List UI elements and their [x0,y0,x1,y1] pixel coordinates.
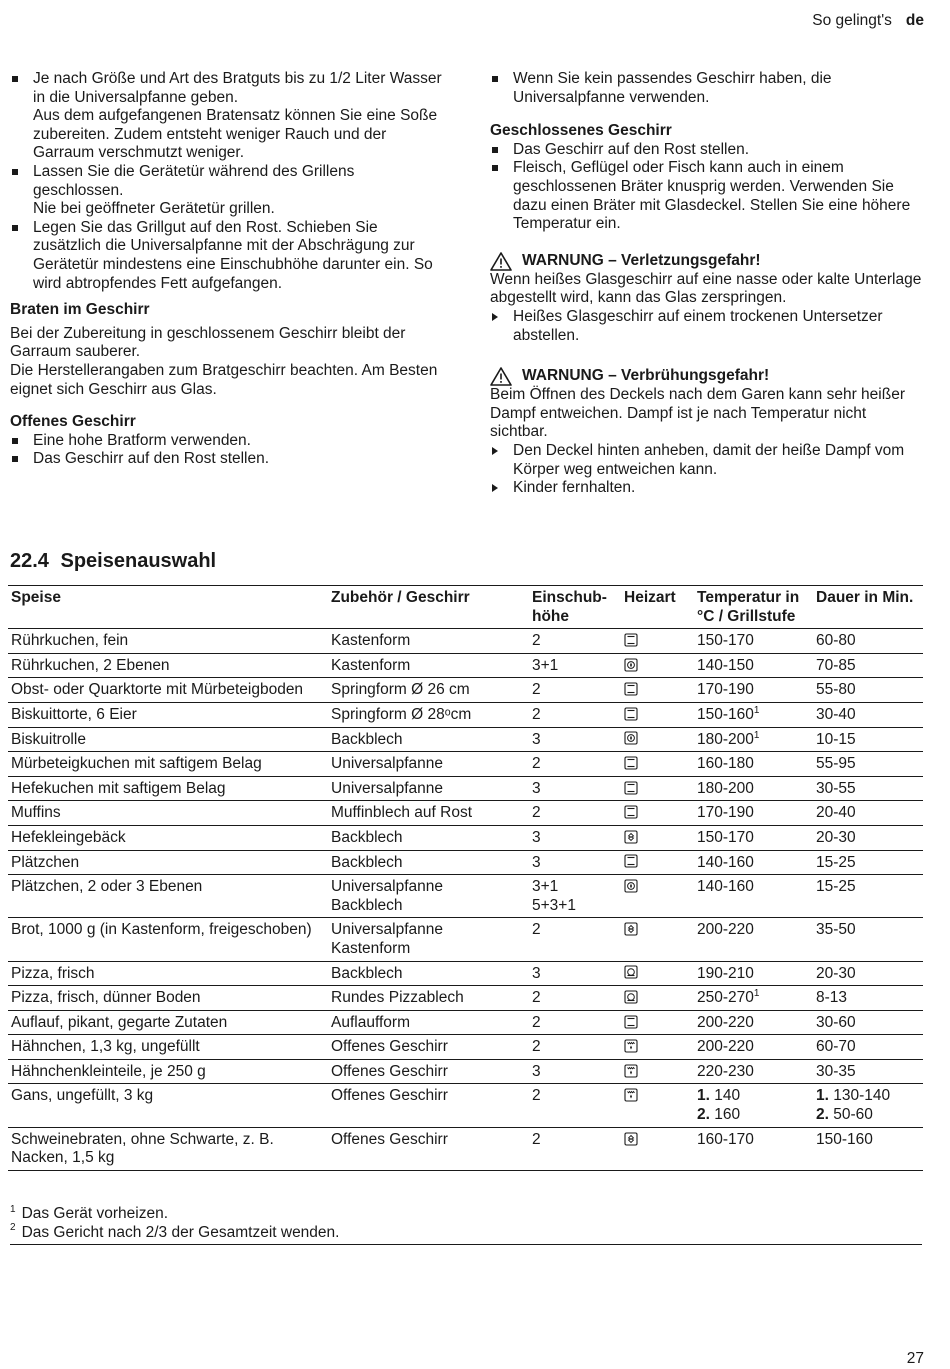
cell-temperatur [694,801,813,826]
list-item [10,432,442,451]
left-column [10,70,442,469]
page-header [812,12,924,31]
cell-temperatur [694,752,813,777]
temp-value: 190-210 [697,964,754,982]
warning-triangle-icon [490,367,512,386]
cell-dauer: 30-35 [813,1059,923,1084]
cell-heizart [621,629,694,654]
warning-triangle-icon [490,252,512,271]
cell-zubehoer-line: Kastenform [331,632,411,650]
header-language: de [905,12,924,29]
cell-speise: Rührkuchen, 2 Ebenen [8,653,328,678]
cell-einschub-line: 3+1 [532,656,559,674]
table-row [8,1127,923,1170]
cell-heizart [621,1084,694,1127]
list-item [490,70,922,107]
table-header-row [8,586,923,629]
cell-einschub [529,702,621,727]
cell-zubehoer-line: Kastenform [331,656,411,674]
cell-temperatur [694,961,813,986]
cell-dauer: 35-50 [813,918,923,961]
table-row [8,850,923,875]
table-row [8,752,923,777]
cell-einschub [529,678,621,703]
warning-text: Wenn heißes Glasgeschirr auf eine nasse oder kalte Unterlage abgestellt wird, kann das Glas zerspringen. [490,270,922,307]
table-row [8,1035,923,1060]
temp-value: 150-170 [697,828,754,846]
cell-temperatur [694,1010,813,1035]
warning-title-text: WARNUNG – Verletzungsgefahr! [522,251,761,269]
table-row [8,1059,923,1084]
cell-zubehoer [328,801,529,826]
footnote-text: Das Gericht nach 2/3 der Gesamtzeit wenden. [21,1223,340,1241]
cell-dauer: 60-70 [813,1035,923,1060]
cell-zubehoer-line: Backblech [331,730,403,748]
hot-air-eco-icon [624,1132,638,1146]
cell-heizart [621,752,694,777]
top-bottom-heat-icon [624,1015,638,1029]
cell-zubehoer [328,629,529,654]
cell-einschub-line: 2 [532,1038,541,1056]
warning-title [490,367,922,386]
cell-temperatur [694,1059,813,1084]
cell-einschub-line: 3 [532,1062,541,1080]
cell-dauer: 8-13 [813,986,923,1011]
heading-geschlossenes-geschirr: Geschlossenes Geschirr [490,122,672,140]
dauer-step [816,1087,920,1106]
warning-injury [490,252,922,345]
cell-speise: Plätzchen, 2 oder 3 Ebenen [8,875,328,918]
cell-einschub [529,653,621,678]
cell-heizart [621,776,694,801]
cell-zubehoer-line: Backblech [331,896,403,914]
cell-einschub [529,1035,621,1060]
cell-speise: Pizza, frisch, dünner Boden [8,986,328,1011]
cell-dauer: 30-60 [813,1010,923,1035]
heading-offenes-geschirr: Offenes Geschirr [10,413,136,431]
cell-einschub [529,1059,621,1084]
temp-step-value: 140 [709,1087,741,1105]
table-row [8,1084,923,1127]
cell-speise: Schweinebraten, ohne Schwarte, z. B. Nacken, 1,5 kg [8,1127,328,1170]
header-section: So gelingt's [812,12,892,29]
cell-temperatur [694,702,813,727]
cell-speise: Auflauf, pikant, gegarte Zutaten [8,1010,328,1035]
table-row [8,653,923,678]
cell-einschub-line: 3 [532,964,541,982]
cell-einschub-line: 3 [532,828,541,846]
table-row [8,918,923,961]
cell-speise: Hefekuchen mit saftigem Belag [8,776,328,801]
cell-zubehoer [328,875,529,918]
list-item [490,479,922,498]
cell-temperatur [694,986,813,1011]
cell-speise: Hefekleingebäck [8,825,328,850]
cell-heizart [621,1127,694,1170]
hot-air-icon [624,731,638,745]
cell-einschub [529,727,621,752]
cell-einschub [529,752,621,777]
cell-dauer: 55-80 [813,678,923,703]
temp-value: 170-190 [697,681,754,699]
list-item-text: Je nach Größe und Art des Bratguts bis zu 1/2 Liter Wasser in die Universalpfanne geben. [33,70,442,106]
list-item [10,70,442,163]
cell-zubehoer-line: Backblech [331,964,403,982]
cell-zubehoer [328,850,529,875]
table-row [8,629,923,654]
list-item-text: Legen Sie das Grillgut auf den Rost. Schieben Sie zusätzlich die Universalpfanne mit der Abschrägung zur Gerätetür mindestens eine Einschubhöhe darunter ein. So wird abtropfendes Fett aufgefangen. [33,218,433,292]
circulated-air-grill-icon [624,1088,638,1102]
temp-value: 140-150 [697,656,754,674]
cell-zubehoer [328,702,529,727]
list-item-text: Das Geschirr auf den Rost stellen. [513,140,750,158]
warning-title [490,252,922,271]
cell-zubehoer [328,752,529,777]
warning-title-text: WARNUNG – Verbrühungsgefahr! [522,367,770,385]
warning-steps [490,308,922,345]
footnote [10,1224,922,1243]
list-item [490,141,922,160]
list-item-text: Heißes Glasgeschirr auf einem trockenen Untersetzer abstellen. [513,307,883,344]
list-item-text: Wenn Sie kein passendes Geschirr haben, die Universalpfanne verwenden. [513,70,832,106]
cell-heizart [621,1059,694,1084]
list-item-text: Lassen Sie die Gerätetür während des Grillens geschlossen. [33,162,355,199]
temp-value: 220-230 [697,1062,754,1080]
top-bottom-heat-icon [624,781,638,795]
cell-einschub-line: 3 [532,853,541,871]
list-item [490,308,922,345]
paragraph: Die Herstellerangaben zum Bratgeschirr beachten. Am Besten eignet sich Geschirr aus Glas. [10,361,438,398]
cell-heizart [621,961,694,986]
temp-value: 200-220 [697,921,754,939]
pizza-setting-icon [624,990,638,1004]
temp-value: 160-180 [697,755,754,773]
cell-zubehoer-line: Offenes Geschirr [331,1062,448,1080]
cell-speise: Hähnchenkleinteile, je 250 g [8,1059,328,1084]
top-bottom-heat-icon [624,756,638,770]
cell-zubehoer [328,1127,529,1170]
footnote-ref: 1 [753,704,760,716]
cell-zubehoer-line: Muffinblech auf Rost [331,804,473,822]
temp-step-number: 2. [697,1106,710,1124]
cell-speise: Muffins [8,801,328,826]
footnote-mark: 1 [10,1203,16,1215]
cell-dauer: 70-85 [813,653,923,678]
cell-einschub [529,875,621,918]
cell-dauer: 15-25 [813,850,923,875]
cell-temperatur [694,776,813,801]
cell-temperatur [694,850,813,875]
cell-einschub [529,825,621,850]
cell-heizart [621,653,694,678]
cell-zubehoer-line: Universalpfanne [331,779,444,797]
cell-einschub [529,918,621,961]
list-item-text: Den Deckel hinten anheben, damit der heiße Dampf vom Körper weg entweichen kann. [513,441,905,478]
table-row [8,776,923,801]
list-item-text: Eine hohe Bratform verwenden. [33,431,251,449]
section-title [10,549,216,573]
temp-value: 150-170 [697,632,754,650]
cell-einschub [529,850,621,875]
hot-air-eco-icon [624,830,638,844]
heading-braten: Braten im Geschirr [10,301,150,319]
temp-value: 200-220 [697,1013,754,1031]
right-column [490,70,922,498]
cell-temperatur [694,629,813,654]
footnote-text: Das Gerät vorheizen. [21,1205,169,1222]
cell-zubehoer [328,653,529,678]
cell-speise: Brot, 1000 g (in Kastenform, freigeschoben) [8,918,328,961]
cell-dauer: 20-40 [813,801,923,826]
section-number: 22.4 [10,550,49,572]
cell-zubehoer-line: Offenes Geschirr [331,1038,448,1056]
dish-tip-list [490,70,922,107]
list-item-text: Kinder fernhalten. [513,479,636,497]
dauer-step-number: 2. [816,1106,829,1124]
cell-einschub-line: 2 [532,1013,541,1031]
table-row [8,825,923,850]
cell-dauer: 60-80 [813,629,923,654]
dauer-step-value: 130-140 [828,1087,891,1105]
cell-speise: Pizza, frisch [8,961,328,986]
warning-steps [490,442,922,498]
cell-einschub [529,1010,621,1035]
cell-einschub-line: 2 [532,989,541,1007]
cell-zubehoer-line: Offenes Geschirr [331,1130,448,1148]
cell-einschub-line: 2 [532,1087,541,1105]
cell-zubehoer [328,1084,529,1127]
temp-value: 180-200 [697,779,754,797]
cell-zubehoer-line: Backblech [331,828,403,846]
cell-heizart [621,1035,694,1060]
footnote-ref: 1 [753,729,760,741]
cell-zubehoer-line: Universalpfanne [331,921,444,939]
cell-einschub [529,776,621,801]
cell-zubehoer [328,1059,529,1084]
list-item-text: Nie bei geöffneter Gerätetür grillen. [33,200,275,218]
cell-heizart [621,678,694,703]
table-row [8,986,923,1011]
cell-einschub-line: 2 [532,804,541,822]
temp-value: 140-160 [697,853,754,871]
table-row [8,702,923,727]
cell-temperatur [694,875,813,918]
cell-speise: Gans, ungefüllt, 3 kg [8,1084,328,1127]
cell-speise: Biskuitrolle [8,727,328,752]
cell-temperatur [694,1035,813,1060]
cell-einschub [529,961,621,986]
cell-einschub-line: 3 [532,730,541,748]
circulated-air-grill-icon [624,1064,638,1078]
cell-einschub-line: 2 [532,705,541,723]
temp-step [697,1106,810,1125]
cell-heizart [621,1010,694,1035]
hot-air-icon [624,658,638,672]
cell-zubehoer-line: Offenes Geschirr [331,1087,448,1105]
cell-zubehoer-line: Kastenform [331,939,411,957]
list-item [490,159,922,233]
cell-temperatur [694,1084,813,1127]
cell-dauer: 20-30 [813,961,923,986]
temp-value: 250-270 [697,989,754,1007]
table-row [8,875,923,918]
table-row [8,801,923,826]
cell-temperatur [694,1127,813,1170]
table-row [8,678,923,703]
cell-temperatur [694,727,813,752]
cell-heizart [621,727,694,752]
header-speise: Speise [8,586,328,629]
cell-einschub-line: 3 [532,779,541,797]
cell-speise: Obst- oder Quarktorte mit Mürbeteigboden [8,678,328,703]
temp-step [697,1087,810,1106]
top-bottom-heat-icon [624,633,638,647]
paragraph: Bei der Zubereitung in geschlossenem Geschirr bleibt der Garraum sauberer. [10,324,406,361]
list-item [490,442,922,479]
cell-dauer: 30-55 [813,776,923,801]
footnote [10,1205,922,1224]
cell-temperatur [694,825,813,850]
cell-einschub [529,629,621,654]
cell-dauer: 30-40 [813,702,923,727]
cell-zubehoer-line: Springform Ø 26 cm [331,681,470,699]
warning-text: Beim Öffnen des Deckels nach dem Garen kann sehr heißer Dampf entweichen. Dampf ist je nach Temperatur nicht sichtbar. [490,386,905,441]
list-item-text: Aus dem aufgefangenen Bratensatz können Sie eine Soße zubereiten. Zudem entsteht weniger Rauch und der Garraum verschmutzt weniger. [33,107,438,162]
cell-einschub-line: 2 [532,632,541,650]
cell-zubehoer [328,1035,529,1060]
cell-temperatur [694,918,813,961]
cell-einschub-line: 2 [532,1130,541,1148]
cell-heizart [621,801,694,826]
cell-zubehoer [328,986,529,1011]
pizza-setting-icon [624,965,638,979]
footnotes [10,1205,922,1245]
grill-tips-list [10,70,442,293]
table-row [8,961,923,986]
cell-zubehoer [328,961,529,986]
hot-air-eco-icon [624,922,638,936]
header-dauer: Dauer in Min. [813,586,923,629]
list-item-text: Fleisch, Geflügel oder Fisch kann auch in einem geschlossenen Bräter knusprig werden. Verwenden Sie dazu einen Bräter mit Glasdeckel. Stellen Sie eine höhere Temperatur ein. [513,159,911,233]
cell-dauer: 20-30 [813,825,923,850]
cell-einschub [529,1084,621,1127]
cell-einschub [529,801,621,826]
cell-zubehoer [328,825,529,850]
food-selection-table [8,585,923,1171]
cell-heizart [621,850,694,875]
list-item [10,219,442,293]
cell-einschub-line: 2 [532,755,541,773]
cell-einschub [529,986,621,1011]
temp-value: 200-220 [697,1038,754,1056]
cell-zubehoer-line: Universalpfanne [331,755,444,773]
cell-heizart [621,825,694,850]
temp-step-value: 160 [709,1106,741,1124]
cell-heizart [621,918,694,961]
header-zubehoer: Zubehör / Geschirr [328,586,529,629]
temp-value: 150-160 [697,705,754,723]
cell-zubehoer [328,776,529,801]
dauer-step-number: 1. [816,1087,829,1105]
section-title-text: Speisenauswahl [60,550,217,572]
top-bottom-heat-icon [624,682,638,696]
hot-air-icon [624,879,638,893]
cell-heizart [621,875,694,918]
top-bottom-heat-icon [624,854,638,868]
cell-heizart [621,702,694,727]
footnote-ref: 1 [753,987,760,999]
cell-zubehoer-line: Backblech [331,853,403,871]
cell-dauer [813,1084,923,1127]
cell-zubehoer [328,1010,529,1035]
cell-zubehoer [328,727,529,752]
table-row [8,727,923,752]
footnote-mark: 2 [10,1222,16,1234]
page-number: 27 [906,1350,924,1367]
table-body [8,629,923,1171]
header-heizart: Heizart [621,586,694,629]
closed-dish-list [490,141,922,234]
circulated-air-grill-icon [624,1039,638,1053]
cell-temperatur [694,678,813,703]
cell-temperatur [694,653,813,678]
cell-zubehoer [328,918,529,961]
list-item [10,163,442,219]
cell-heizart [621,986,694,1011]
cell-einschub-line: 3+1 [532,878,559,896]
cell-dauer: 55-95 [813,752,923,777]
cell-speise: Rührkuchen, fein [8,629,328,654]
cell-einschub-line: 5+3+1 [532,896,576,914]
temp-value: 140-160 [697,878,754,896]
cell-speise: Biskuittorte, 6 Eier [8,702,328,727]
dauer-step [816,1106,920,1125]
open-dish-list [10,432,442,469]
cell-speise: Plätzchen [8,850,328,875]
cell-speise: Mürbeteigkuchen mit saftigem Belag [8,752,328,777]
cell-zubehoer-line: Universalpfanne [331,878,444,896]
temp-value: 170-190 [697,804,754,822]
cell-zubehoer-line: Rundes Pizzablech [331,989,464,1007]
temp-value: 160-170 [697,1130,754,1148]
cell-einschub-line: 2 [532,921,541,939]
top-bottom-heat-icon [624,707,638,721]
cell-dauer: 10-15 [813,727,923,752]
cell-zubehoer-line: Springform Ø 28ᵒcm [331,705,472,723]
cell-dauer: 150-160 [813,1127,923,1170]
dauer-step-value: 50-60 [828,1106,873,1124]
temp-step-number: 1. [697,1087,710,1105]
cell-einschub [529,1127,621,1170]
warning-scalding [490,367,922,498]
table-row [8,1010,923,1035]
list-item [10,450,442,469]
header-temperatur: Temperatur in °C / Grillstufe [694,586,813,629]
temp-value: 180-200 [697,730,754,748]
cell-zubehoer-line: Auflaufform [331,1013,410,1031]
cell-einschub-line: 2 [532,681,541,699]
list-item-text: Das Geschirr auf den Rost stellen. [33,450,270,468]
cell-zubehoer [328,678,529,703]
cell-dauer: 15-25 [813,875,923,918]
header-einschub: Einschub-höhe [529,586,621,629]
cell-speise: Hähnchen, 1,3 kg, ungefüllt [8,1035,328,1060]
top-bottom-heat-icon [624,805,638,819]
